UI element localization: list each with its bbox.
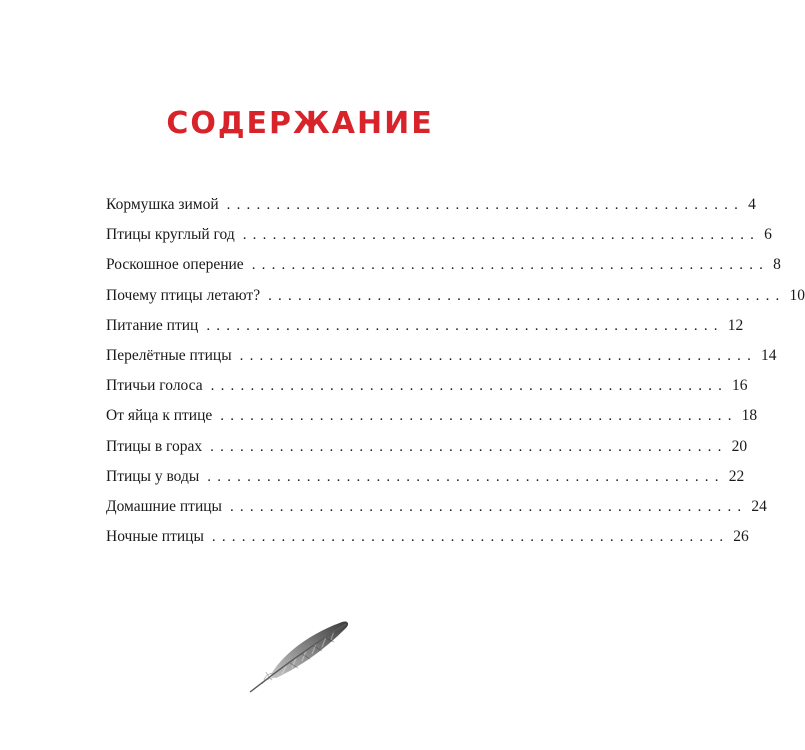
toc-entry-title: Птицы у воды [106, 467, 200, 485]
toc-entry-title: Питание птиц [106, 316, 199, 334]
toc-page-number: 12 [727, 316, 744, 334]
dot-leader: .................................................... [207, 468, 725, 485]
toc-page-number: 6 [764, 226, 772, 244]
dot-leader: .................................................... [239, 347, 758, 364]
dot-leader: .................................................... [226, 197, 745, 213]
toc-entry[interactable] [106, 377, 748, 407]
table-of-contents [106, 196, 805, 558]
toc-entry-title: Почему птицы летают? [106, 286, 261, 304]
toc-page-number: 10 [789, 286, 805, 304]
toc-page-number: 4 [748, 196, 756, 213]
toc-entry-title: Птичьи голоса [106, 377, 203, 395]
toc-entry[interactable] [106, 467, 745, 498]
toc-entry-title: Ночные птицы [106, 528, 204, 546]
toc-entry[interactable] [106, 528, 749, 558]
toc-entry-title: Перелётные птицы [106, 346, 232, 364]
dot-leader: .................................................... [268, 287, 786, 304]
toc-entry-title: Птицы в горах [106, 437, 203, 455]
page-title: СОДЕРЖАНИЕ [166, 106, 434, 142]
toc-entry-title: Роскошное оперение [106, 256, 244, 274]
toc-entry[interactable] [106, 196, 756, 226]
toc-page-number: 16 [732, 377, 748, 395]
dot-leader: .................................................... [210, 378, 729, 395]
toc-page-number: 24 [751, 497, 767, 515]
toc-entry[interactable] [106, 497, 767, 528]
dot-leader: .................................................... [206, 317, 724, 334]
toc-page-number: 26 [733, 528, 749, 546]
toc-entry-title: От яйца к птице [106, 407, 213, 425]
dot-leader: .................................................... [251, 257, 770, 274]
toc-entry[interactable] [106, 256, 781, 286]
dot-leader: .................................................... [220, 408, 738, 425]
dot-leader: .................................................... [229, 498, 748, 515]
feather-icon [246, 614, 356, 694]
toc-entry[interactable] [106, 286, 805, 317]
toc-page-number: 8 [773, 256, 781, 274]
toc-page-number: 22 [728, 467, 745, 485]
toc-entry[interactable] [106, 407, 758, 437]
toc-entry[interactable] [106, 316, 744, 347]
toc-page-number: 18 [741, 407, 758, 425]
toc-entry[interactable] [106, 226, 772, 256]
toc-entry[interactable] [106, 437, 748, 468]
toc-page-number: 14 [761, 346, 777, 364]
toc-entry-title: Домашние птицы [106, 497, 222, 515]
toc-page-number: 20 [731, 437, 748, 455]
toc-entry-title: Кормушка зимой [106, 196, 219, 213]
toc-entry[interactable] [106, 346, 777, 377]
dot-leader: .................................................... [211, 529, 730, 546]
dot-leader: .................................................... [242, 227, 761, 244]
dot-leader: .................................................... [210, 438, 728, 455]
toc-entry-title: Птицы круглый год [106, 226, 235, 244]
